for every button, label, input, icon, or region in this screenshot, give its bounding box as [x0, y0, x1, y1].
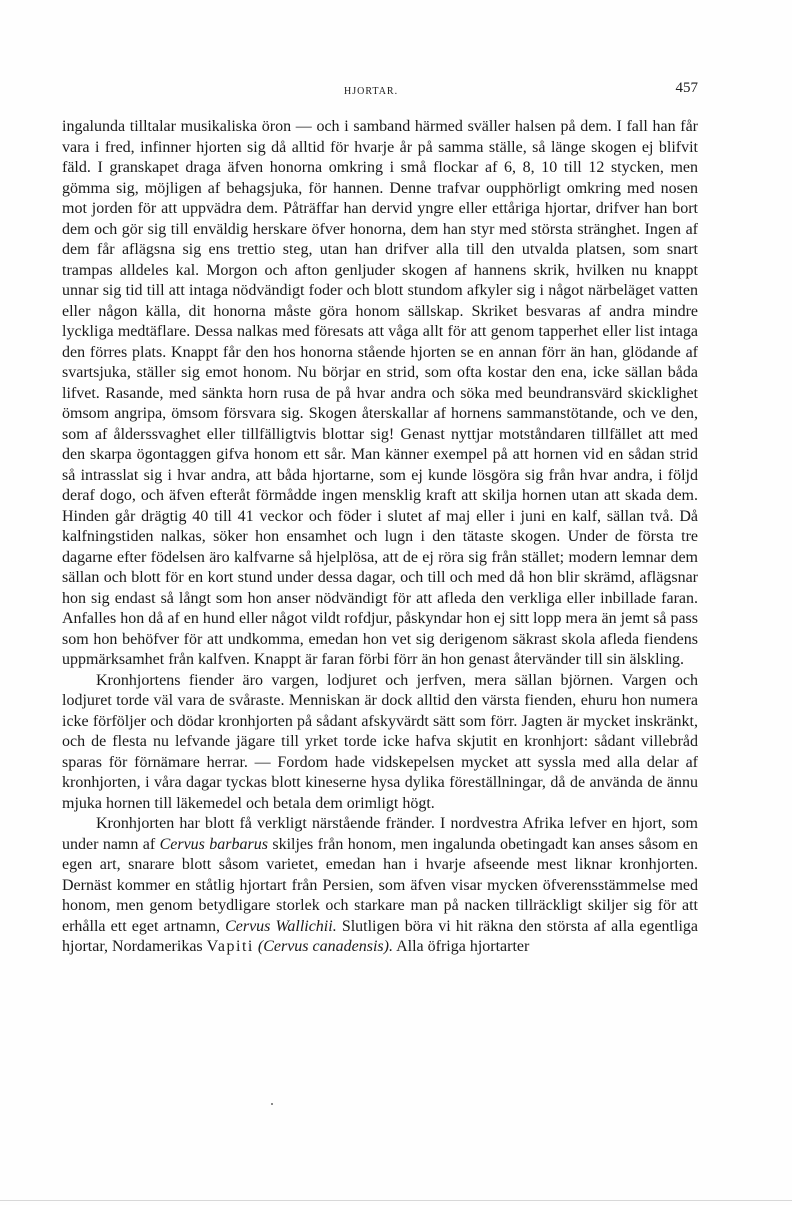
running-head: HJORTAR.: [344, 86, 399, 97]
paragraph-2: Kronhjortens fiender äro vargen, lodjuret och jerfven, mera sällan björnen. Vargen och lodjuret torde väl vara de svåraste. Menniskan är dock alltid den värsta fienden, ehuru hon numera icke förföljer och dödar kronhjorten på sådant afskyvärdt sätt som förr. Jagten är mycket inskränkt, och de flesta nu lefvande jägare till yrket torde icke hafva skjutit en kronhjort: sådant villebråd sparas för förnämare herrar. — Fordom hade vidskepelsen mycket att syssla med alla delar af kronhjorten, i våra dagar tyckas blott kineserne hysa dylika föreställningar, då de använda de ännu mjuka hornen till läkemedel och betala dem orimligt högt.: [62, 671, 698, 812]
ink-speck: [271, 1103, 273, 1105]
species-name-wallichii: Cervus Wallichii.: [225, 917, 337, 935]
scan-edge-line: [0, 1200, 792, 1201]
species-name-barbarus: Cervus barbarus: [159, 835, 268, 853]
species-name-canadensis: (Cervus canadensis).: [257, 938, 393, 955]
paragraph-1: ingalunda tilltalar musikaliska öron — och i samband härmed sväller halsen på dem. I fall han får vara i fred, infinner hjorten sig då alltid för hvarje år på samma ställe, så länge skogen ej blifvit fäld. I granskapet draga äfven honorna omkring i små flockar af 6, 8, 10 till 12 stycken, men gömma sig, möjligen af behagsjuka, för hannen. Denne trafvar oupphörligt omkring med nosen mot jorden för att uppvädra dem. Påträffar han dervid yngre eller ettåriga hjortar, drifver han bort dem och gör sig till enväldig herskare öfver honorna, dem han styr med största stränghet. Ingen af dem får aflägsna sig ens trettio steg, utan han drifver alla till den utvalda platsen, som snart trampas alldeles kal. Morgon och afton genljuder skogen af hannens skrik, hvilken nu knappt unnar sig tid till att intaga nödvändigt foder och blott stundom afkyler sig i något närbeläget vatten eller någon källa, dit honorna måste göra honom sällskap. Skriket besvaras af andra mindre lyckliga medtäflare. Dessa nalkas med föresats att våga allt för att genom tapperhet eller list intaga den förres plats. Knappt får den hos honorna stående hjorten se en annan förr än han, glödande af svartsjuka, ställer sig emot honom. Nu börjar en strid, som ofta kostar den ena, icke sällan båda lifvet. Rasande, med sänkta horn rusa de på hvar andra och söka med beundransvärd skicklighet ömsom angripa, ömsom försvara sig. Skogen återskallar af hornens sammanstötande, och ve den, som af ålderssvaghet eller tillfälligtvis blottar sig! Genast nyttjar motståndaren tillfället att med den skarpa ögontaggen gifva honom ett sår. Man känner exempel på att hornen vid en sådan strid så intrasslat sig i hvar andra, att båda hjortarne, som ej kunde lösgöra sig från hvar andra, i följd deraf dogo, och äfven efteråt förmådde ingen mensklig kraft att skilja hornen utan att skada dem. Hinden går drägtig 40 till 41 veckor och föder i slutet af maj eller i juni en kalf, sällan två. Då kalfningstiden nalkas, söker hon ensamhet och lugn i den tätaste skogen. Under de första tre dagarne efter födelsen äro kalfvarne så hjelplösa, att de ej röra sig från stället; modern lemnar dem sällan och blott för en kort stund under dessa dagar, och till och med då hon blir skrämd, aflägsnar hon sig endast så långt som hon anser nödvändigt för att afleda den verkliga eller inbillade faran. Anfalles hon då af en hund eller något vildt rofdjur, påskyndar hon ej sitt lopp mera än jemt så pass som hon behöfver för att undkomma, emedan hon vet sig derigenom säkrast skola afleda fiendens uppmärksamhet från kalfven. Knappt är faran förbi förr än hon genast återvänder till sin älskling.: [62, 118, 698, 668]
paragraph-3-part-b: skiljes från honom, men ingalunda obetingadt kan anses såsom en egen art, snarare blott såsom varietet, emedan han i hvarje afseende mest liknar kronhjorten. Dernäst kommer en ståtlig hjortart från Persien, som äfven visar mycken öfverensstämmelse med honom, men genom betydligare storlek och starkare man på nacken tillräckligt skiljer sig för att erhålla ett eget artnamn,: [62, 835, 699, 935]
page-header: [62, 80, 698, 102]
page-number: 457: [675, 80, 698, 96]
vapiti-name: Vapiti: [206, 938, 254, 955]
paragraph-3-part-d: Alla öfriga hjortarter: [392, 938, 530, 955]
paragraph-3: [62, 814, 698, 958]
body-text: [62, 117, 698, 958]
paragraph-3-part-c: Slutligen böra vi hit räkna den största af alla egentliga hjortar, Nordamerikas: [62, 917, 698, 955]
paragraph-3-part-a: Kronhjorten har blott få verkligt närstående fränder. I nordvestra Afrika lefver en hjort, som under namn af: [62, 815, 698, 853]
